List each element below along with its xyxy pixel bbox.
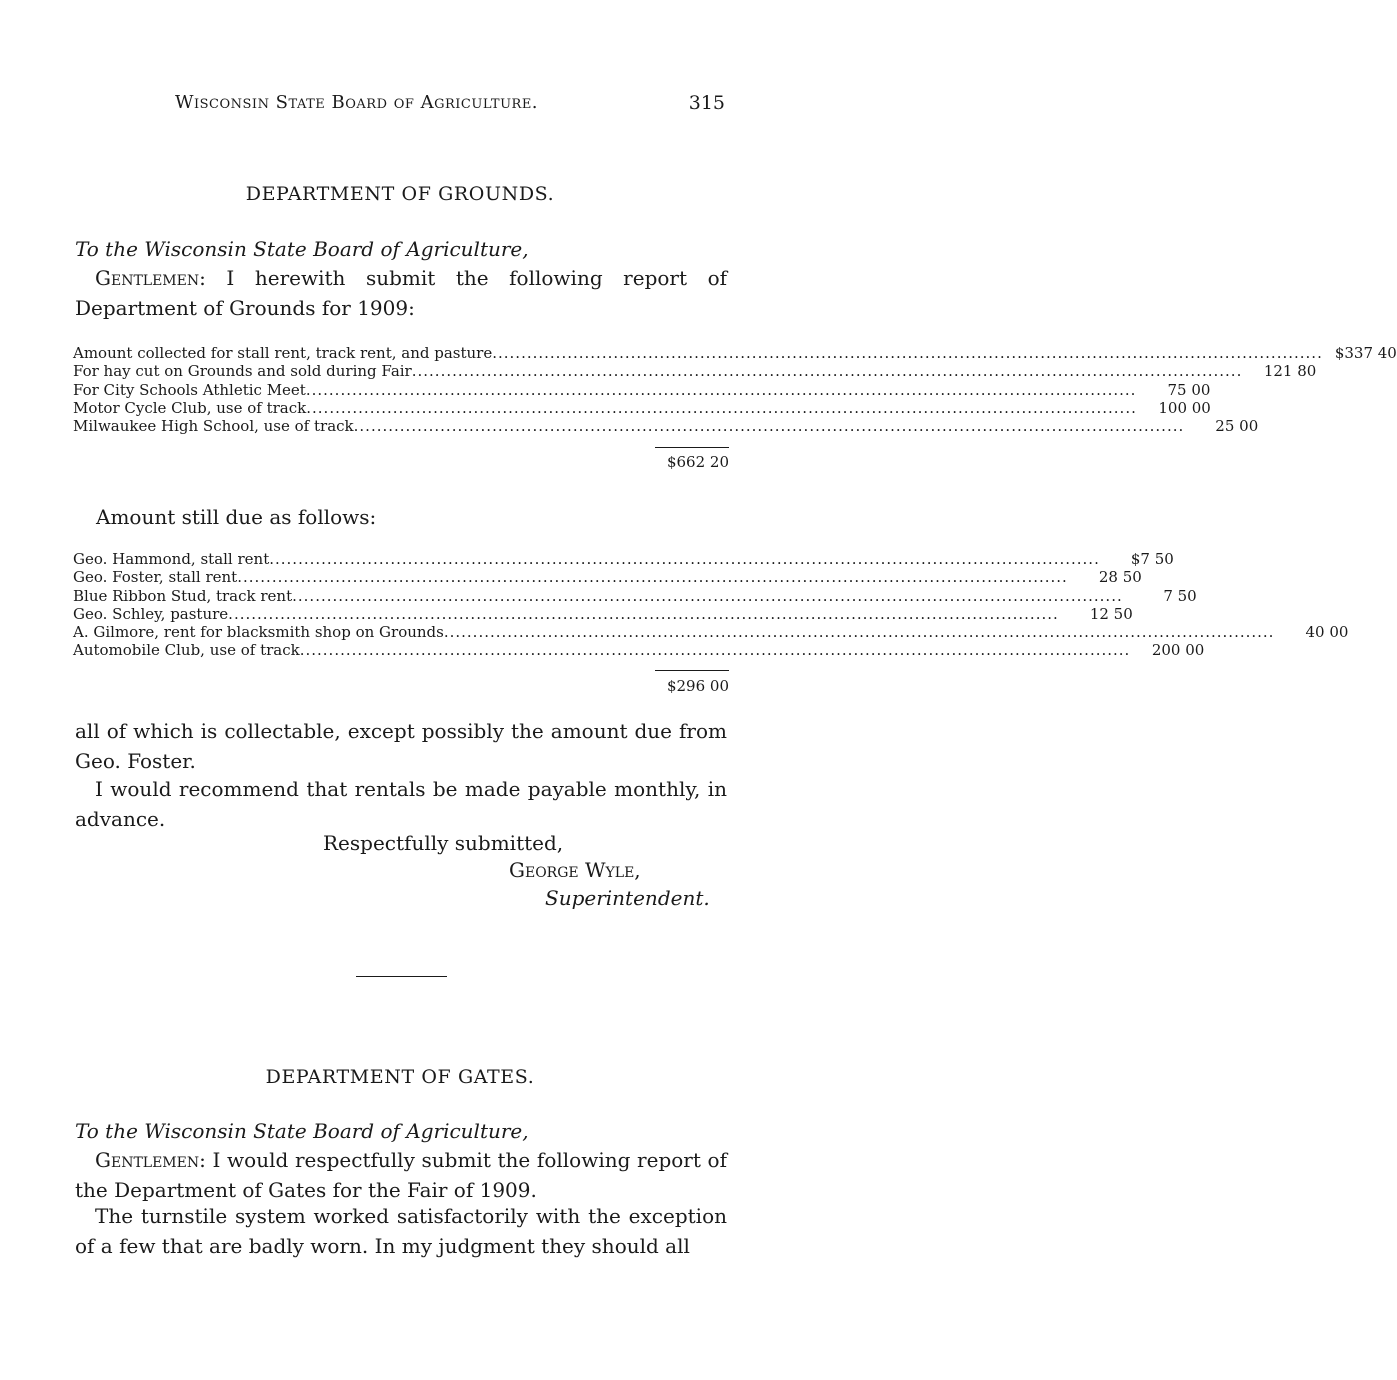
ledger-item-amount: 200 00	[1151, 641, 1205, 660]
ledger-item-description: Geo. Schley, pasture	[73, 604, 229, 623]
grounds-intro-text: I herewith submit the following report of Department of Grounds for 1909:	[75, 266, 728, 320]
ledger-row	[73, 398, 1211, 417]
gates-gentlemen: Gentlemen:	[95, 1148, 206, 1172]
ledger-item-amount: $337 40	[1334, 344, 1397, 362]
ledger-item-amount: 75 00	[1167, 380, 1211, 399]
gates-intro-text: I would respectfully submit the following report of the Department of Gates for the Fair of 1909.	[75, 1148, 727, 1202]
dot-leader	[306, 399, 1137, 417]
dot-leader	[412, 362, 1243, 380]
signer-name: George Wyle,	[509, 858, 641, 882]
ledger-item-description: For City Schools Athletic Meet	[73, 380, 306, 399]
section-divider	[356, 976, 447, 977]
grounds-gentlemen: Gentlemen:	[95, 266, 206, 290]
dot-leader	[444, 623, 1275, 641]
grounds-salutation: To the Wisconsin State Board of Agriculture,	[75, 237, 529, 261]
receipts-total: $662 20	[666, 453, 729, 471]
signoff: Respectfully submitted,	[323, 831, 564, 855]
ledger-item-amount: 12 50	[1089, 604, 1133, 623]
ledger-row	[73, 417, 1259, 436]
receipts-ledger	[73, 344, 1397, 436]
ledger-item-amount: $7 50	[1130, 550, 1174, 568]
ledger-item-description: Blue Ribbon Stud, track rent	[73, 586, 293, 605]
ledger-item-description: Milwaukee High School, use of track	[73, 417, 354, 436]
ledger-item-description: Automobile Club, use of track	[73, 641, 300, 660]
dot-leader	[292, 587, 1123, 605]
due-heading: Amount still due as follows:	[96, 505, 377, 529]
ledger-row	[73, 380, 1211, 399]
gates-paragraph: The turnstile system worked satisfactorily with the exception of a few that are badly worn. In my judgment they should all	[75, 1204, 727, 1258]
ledger-item-amount: 121 80	[1263, 362, 1317, 381]
gates-intro-paragraph	[75, 1145, 727, 1205]
running-head-title: Wisconsin State Board of Agriculture.	[175, 92, 539, 113]
ledger-item-description: For hay cut on Grounds and sold during Fair	[73, 362, 412, 381]
ledger-item-amount: 40 00	[1305, 623, 1349, 642]
ledger-item-description: Geo. Foster, stall rent	[73, 568, 238, 587]
grounds-closing-paragraph: all of which is collectable, except possibly the amount due from Geo. Foster.	[75, 719, 727, 773]
dot-leader	[354, 417, 1185, 435]
ledger-row	[73, 362, 1317, 381]
ledger-row	[73, 568, 1142, 587]
ledger-row	[73, 623, 1349, 642]
signer-title: Superintendent.	[545, 886, 710, 910]
ledger-item-amount: 7 50	[1163, 586, 1197, 605]
dot-leader	[300, 641, 1131, 659]
due-ledger	[73, 550, 1349, 660]
ledger-row	[73, 550, 1174, 568]
ledger-item-amount: 28 50	[1098, 568, 1142, 587]
grounds-recommendation: I would recommend that rentals be made payable monthly, in advance.	[75, 777, 727, 831]
ledger-item-description: Motor Cycle Club, use of track	[73, 398, 307, 417]
dot-leader	[306, 381, 1137, 399]
receipts-total-rule	[655, 447, 729, 448]
dot-leader	[237, 568, 1068, 586]
ledger-row	[73, 586, 1197, 605]
grounds-intro-paragraph	[75, 263, 727, 323]
dot-leader	[269, 550, 1100, 568]
ledger-row	[73, 641, 1205, 660]
ledger-item-description: A. Gilmore, rent for blacksmith shop on Grounds	[73, 623, 444, 642]
dot-leader	[228, 605, 1059, 623]
page-number: 315	[688, 92, 725, 114]
due-total: $296 00	[666, 677, 729, 695]
ledger-item-description: Amount collected for stall rent, track rent, and pasture	[73, 344, 493, 362]
gates-heading: DEPARTMENT OF GATES.	[265, 1066, 535, 1088]
ledger-item-amount: 100 00	[1158, 398, 1211, 417]
ledger-item-amount: 25 00	[1215, 417, 1259, 436]
running-head	[175, 92, 725, 118]
dot-leader	[492, 344, 1323, 362]
ledger-row	[73, 604, 1133, 623]
grounds-heading: DEPARTMENT OF GROUNDS.	[245, 183, 555, 205]
due-total-rule	[655, 670, 729, 671]
ledger-row	[73, 344, 1397, 362]
gates-salutation: To the Wisconsin State Board of Agriculture,	[75, 1119, 529, 1143]
ledger-item-description: Geo. Hammond, stall rent	[73, 550, 270, 568]
